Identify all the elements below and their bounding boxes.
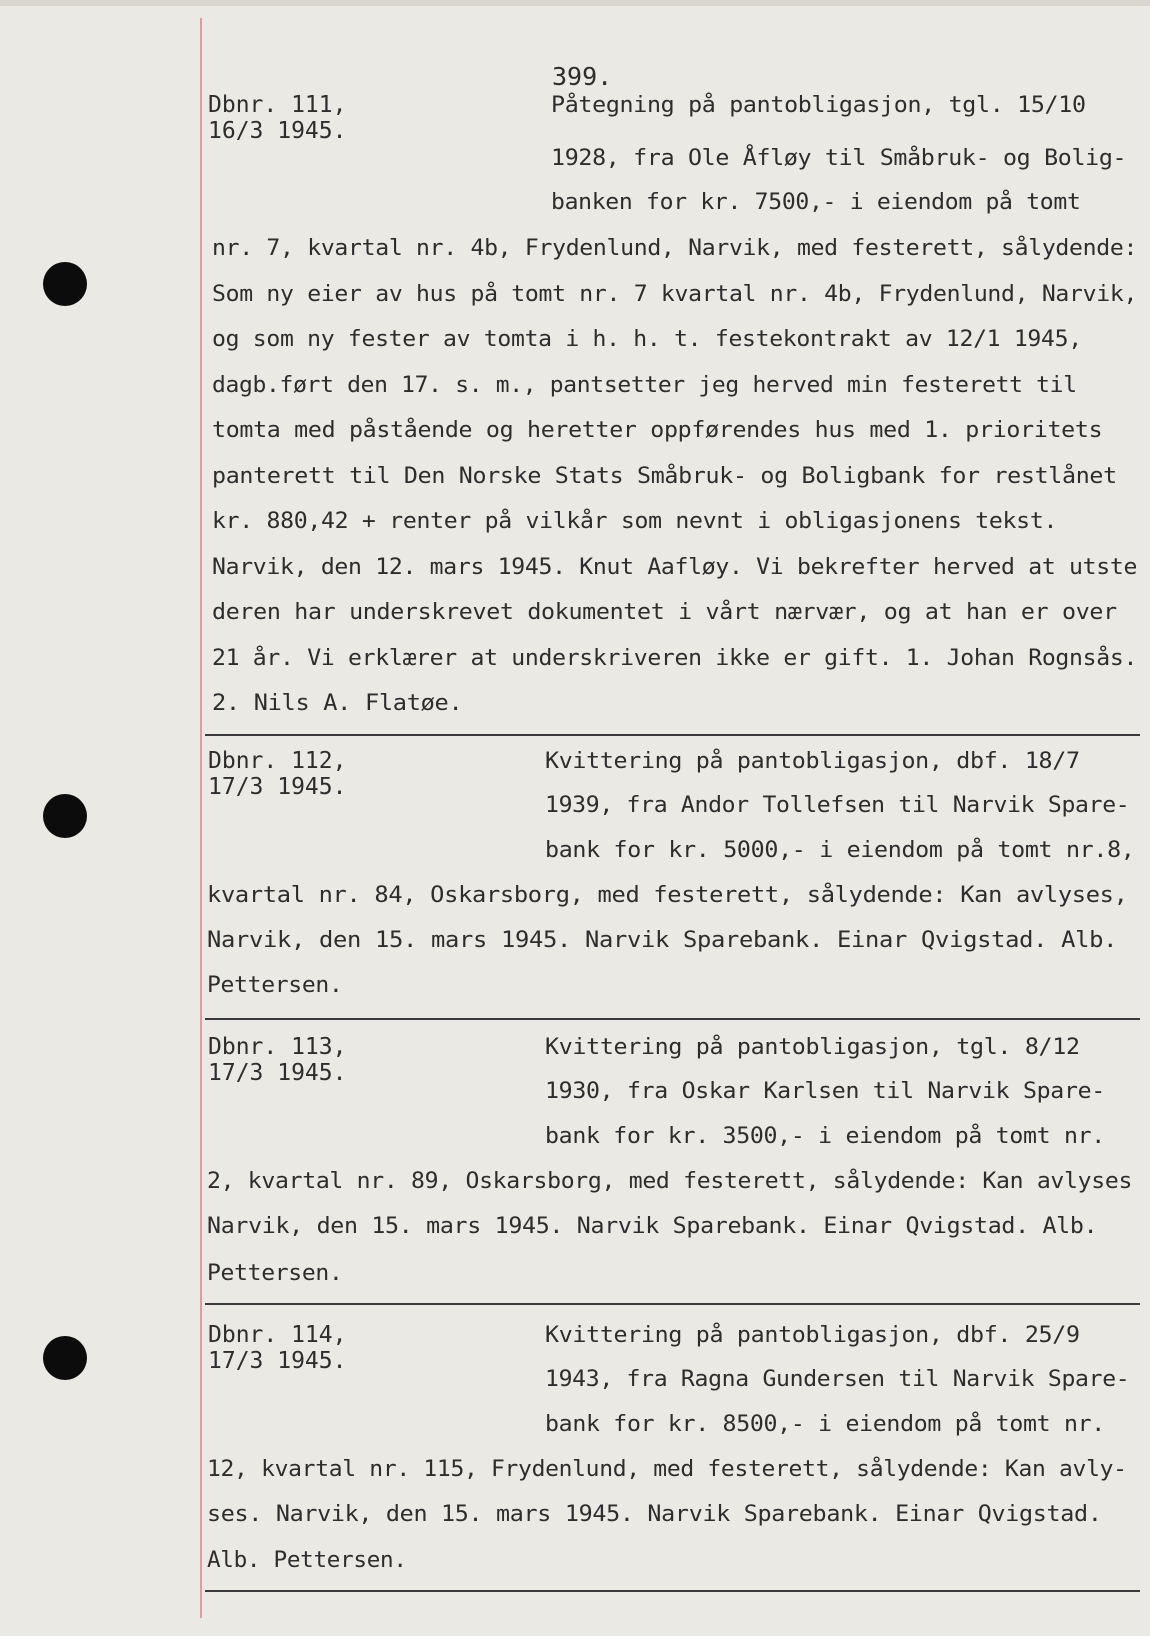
entry-line: Som ny eier av hus på tomt nr. 7 kvartal nr. 4b, Frydenlund, Narvik, bbox=[212, 281, 1138, 307]
entry-line: Pettersen. bbox=[207, 972, 343, 998]
entry-line: bank for kr. 5000,- i eiendom på tomt nr.8, bbox=[545, 837, 1135, 863]
entry-line: dagb.ført den 17. s. m., pantsetter jeg herved min festerett til bbox=[212, 372, 1077, 398]
entry-line: kr. 880,42 + renter på vilkår som nevnt i obligasjonens tekst. bbox=[212, 508, 1058, 534]
entry-ref: Dbnr. 114, 17/3 1945. bbox=[208, 1322, 347, 1374]
entry-line: panterett til Den Norske Stats Småbruk- og Boligbank for restlånet bbox=[212, 463, 1117, 489]
entry-line: Narvik, den 15. mars 1945. Narvik Sparebank. Einar Qvigstad. Alb. bbox=[207, 1213, 1098, 1239]
page-edge bbox=[0, 0, 1150, 6]
entry-line: tomta med påstående og heretter oppførendes hus med 1. prioritets bbox=[212, 417, 1103, 443]
entry-separator bbox=[205, 1303, 1140, 1305]
entry-line: 2. Nils A. Flatøe. bbox=[212, 690, 463, 716]
entry-ref: Dbnr. 113, 17/3 1945. bbox=[208, 1034, 347, 1086]
entry-line: deren har underskrevet dokumentet i vårt nærvær, og at han er over bbox=[212, 599, 1117, 625]
entry-line: Narvik, den 15. mars 1945. Narvik Sparebank. Einar Qvigstad. Alb. bbox=[207, 927, 1118, 953]
entry-separator bbox=[205, 734, 1140, 736]
entry-line: kvartal nr. 84, Oskarsborg, med festerett, sålydende: Kan avlyses, bbox=[207, 882, 1128, 908]
entry-line: Narvik, den 12. mars 1945. Knut Aafløy. Vi bekrefter herved at utste bbox=[212, 554, 1138, 580]
entry-separator bbox=[205, 1590, 1140, 1592]
entry-line: Kvittering på pantobligasjon, tgl. 8/12 bbox=[545, 1034, 1080, 1060]
entry-line: Pettersen. bbox=[207, 1260, 343, 1286]
entry-line: og som ny fester av tomta i h. h. t. festekontrakt av 12/1 1945, bbox=[212, 326, 1082, 352]
entry-line: banken for kr. 7500,- i eiendom på tomt bbox=[551, 189, 1081, 215]
entry-line: 1930, fra Oskar Karlsen til Narvik Spare- bbox=[545, 1078, 1105, 1104]
entry-line: 1943, fra Ragna Gundersen til Narvik Spare- bbox=[545, 1366, 1130, 1392]
punch-hole bbox=[43, 794, 87, 838]
entry-line: Kvittering på pantobligasjon, dbf. 25/9 bbox=[545, 1322, 1080, 1348]
entry-line: Alb. Pettersen. bbox=[207, 1547, 407, 1573]
entry-line: nr. 7, kvartal nr. 4b, Frydenlund, Narvik, med festerett, sålydende: bbox=[212, 235, 1138, 261]
entry-line: 2, kvartal nr. 89, Oskarsborg, med festerett, sålydende: Kan avlyses bbox=[207, 1168, 1133, 1194]
entry-separator bbox=[205, 1018, 1140, 1020]
entry-line: 1939, fra Andor Tollefsen til Narvik Spare- bbox=[545, 792, 1130, 818]
entry-line: bank for kr. 3500,- i eiendom på tomt nr. bbox=[545, 1123, 1105, 1149]
entry-line: Kvittering på pantobligasjon, dbf. 18/7 bbox=[545, 748, 1080, 774]
entry-line: ses. Narvik, den 15. mars 1945. Narvik Sparebank. Einar Qvigstad. bbox=[207, 1501, 1102, 1527]
entry-line: 1928, fra Ole Åfløy til Småbruk- og Bolig- bbox=[551, 145, 1127, 171]
punch-hole bbox=[43, 1336, 87, 1380]
page-number: 399. bbox=[552, 62, 613, 91]
margin-line bbox=[200, 18, 202, 1618]
entry-ref: Dbnr. 111, 16/3 1945. bbox=[208, 92, 347, 144]
entry-ref: Dbnr. 112, 17/3 1945. bbox=[208, 748, 347, 800]
entry-line: 21 år. Vi erklærer at underskriveren ikke er gift. 1. Johan Rognsås. bbox=[212, 645, 1138, 671]
entry-line: 12, kvartal nr. 115, Frydenlund, med festerett, sålydende: Kan avly- bbox=[207, 1456, 1127, 1482]
entry-line: Påtegning på pantobligasjon, tgl. 15/10 bbox=[551, 92, 1086, 118]
entry-line: bank for kr. 8500,- i eiendom på tomt nr. bbox=[545, 1411, 1105, 1437]
punch-hole bbox=[43, 262, 87, 306]
